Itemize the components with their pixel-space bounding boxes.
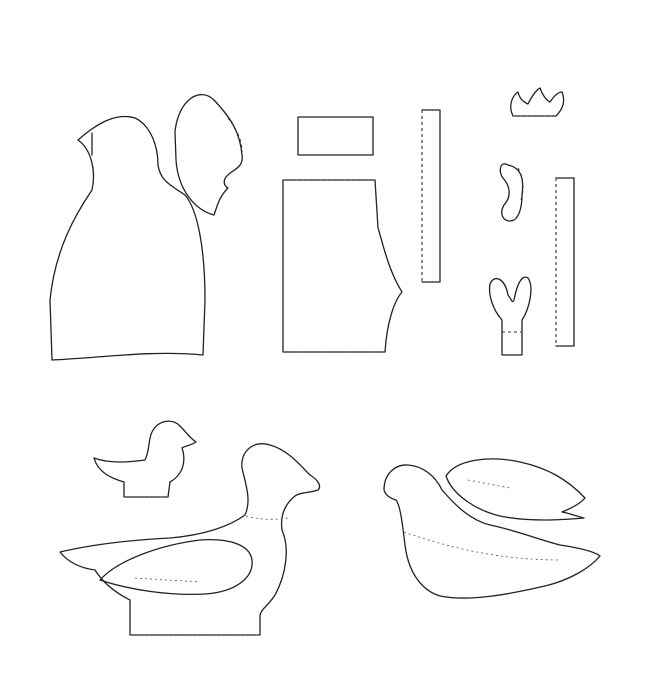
duck-body-template — [60, 444, 320, 635]
jumpsuit-template — [283, 180, 402, 352]
bib-template — [298, 117, 373, 155]
duck-wing-template — [100, 540, 252, 595]
magpie-wing-template — [446, 459, 585, 520]
magpie-body-template — [384, 465, 600, 598]
chick-wing-template — [175, 95, 242, 215]
comb-template — [511, 88, 564, 116]
straps-template — [422, 110, 440, 282]
beard-template — [500, 164, 523, 221]
foot-template — [490, 277, 531, 355]
chick-body-template — [50, 117, 205, 360]
foot-strip-template — [556, 178, 574, 346]
duckling-template — [94, 421, 196, 497]
bottom-scallop-border — [0, 676, 661, 699]
